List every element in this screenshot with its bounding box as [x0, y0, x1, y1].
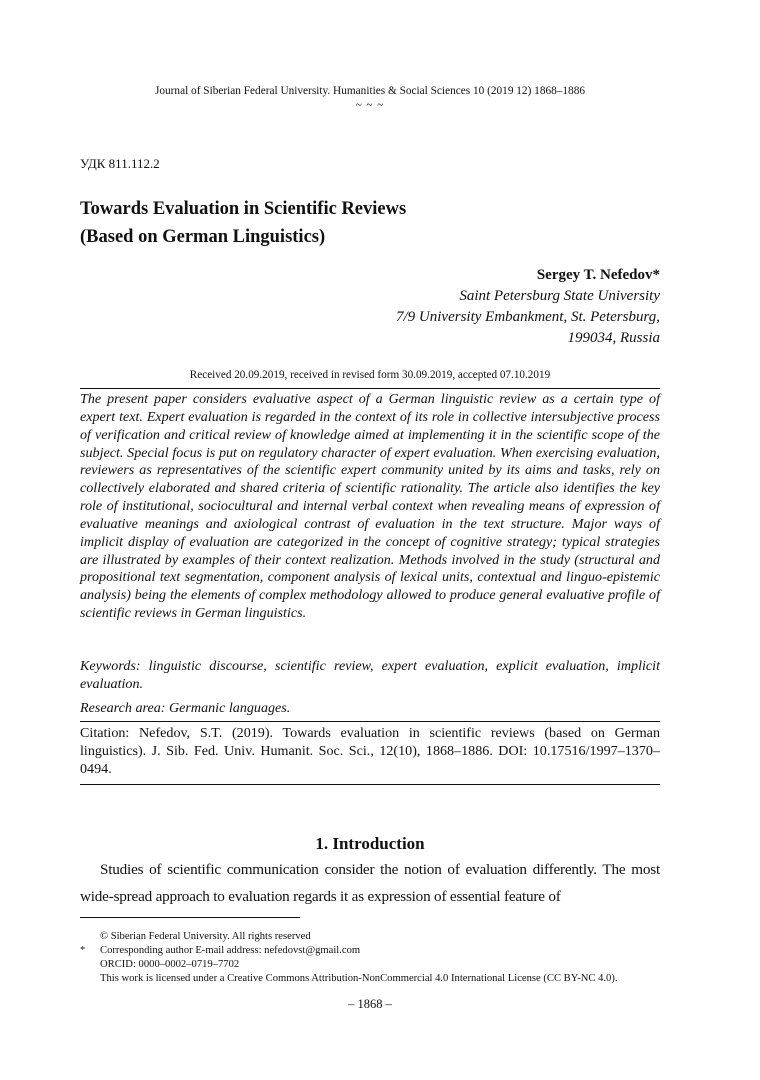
footnote-orcid-text: ORCID: 0000–0002–0719–7702 — [100, 959, 240, 970]
keywords: Keywords: linguistic discourse, scientific review, expert evaluation, explicit evaluation, implicit evaluation. — [80, 658, 660, 692]
author-name: Sergey T. Nefedov* — [536, 267, 660, 283]
author-block — [396, 265, 660, 349]
author-affiliation-3: 199034, Russia — [567, 330, 660, 346]
footnote-license — [80, 972, 680, 986]
research-area: Research area: Germanic languages. — [80, 700, 291, 716]
title-line-1: Towards Evaluation in Scientific Reviews — [80, 199, 407, 219]
footnotes — [80, 930, 680, 986]
article-title — [80, 195, 406, 251]
author-affiliation-1: Saint Petersburg State University — [459, 288, 660, 304]
footnote-corresponding — [80, 944, 680, 958]
author-affiliation-2: 7/9 University Embankment, St. Petersburg, — [396, 309, 660, 325]
paper-page — [80, 0, 660, 1080]
footnote-license-text: This work is licensed under a Creative Commons Attribution-NonCommercial 4.0 International License (CC BY-NC 4.0). — [100, 973, 618, 984]
udk-code: УДК 811.112.2 — [80, 156, 160, 171]
section-heading: 1. Introduction — [315, 834, 425, 853]
journal-header: Journal of Siberian Federal University. Humanities & Social Sciences 10 (2019 12) 1868–1886 — [154, 85, 586, 97]
footnote-copyright — [80, 930, 680, 944]
title-line-2: (Based on German Linguistics) — [80, 227, 326, 247]
citation-bottom-rule — [80, 784, 660, 785]
received-dates: Received 20.09.2019, received in revised form 30.09.2019, accepted 07.10.2019 — [189, 369, 551, 381]
body-paragraph: Studies of scientific communication consider the notion of evaluation differently. The most wide-spread approach to evaluation regards it as expression of essential feature of — [80, 861, 660, 905]
citation-top-rule — [80, 721, 660, 722]
header-ornament: ~ ~ ~ — [355, 99, 385, 111]
abstract-top-rule — [80, 388, 660, 389]
page-number: – 1868 – — [348, 997, 392, 1011]
footnote-rule — [80, 917, 300, 918]
footnote-copyright-text: © Siberian Federal University. All rights reserved — [100, 931, 311, 942]
citation: Citation: Nefedov, S.T. (2019). Towards evaluation in scientific reviews (based on German linguistics). J. Sib. Fed. Univ. Humanit. Soc. Sci., 12(10), 1868–1886. DOI: 10.17516/1997–1370–0494. — [80, 725, 660, 777]
footnote-email: Corresponding author E-mail address: nefedovst@gmail.com — [100, 945, 361, 956]
abstract: The present paper considers evaluative aspect of a German linguistic review as a certain type of expert text. Expert evaluation is regarded in the context of its role in collective intersubjective process of verification and critical review of knowledge aimed at implementing it in the scientific scope of the subject. Special focus is put on regulatory character of expert evaluation. When exercising evaluation, reviewers as representatives of the scientific expert community united by its aims and tasks, rely on collectively elaborated and shared criteria of scientific rationality. The article also identifies the key role of institutional, sociocultural and internal verbal context when revealing means of expression of evaluative meanings and axiological contrast of evaluation in the text structure. Major ways of implicit display of evaluation are categorized in the concept of cognitive strategy; typical strategies are illustrated by examples of their context realization. Methods involved in the study (structural and propositional text segmentation, component analysis of lexical units, contextual and linguo-epistemic analysis) being the elements of complex methodology allowed to produce general evaluative profile of scientific reviews in German linguistics. — [80, 391, 660, 622]
footnote-asterisk: * — [80, 945, 86, 956]
footnote-orcid — [80, 958, 680, 972]
